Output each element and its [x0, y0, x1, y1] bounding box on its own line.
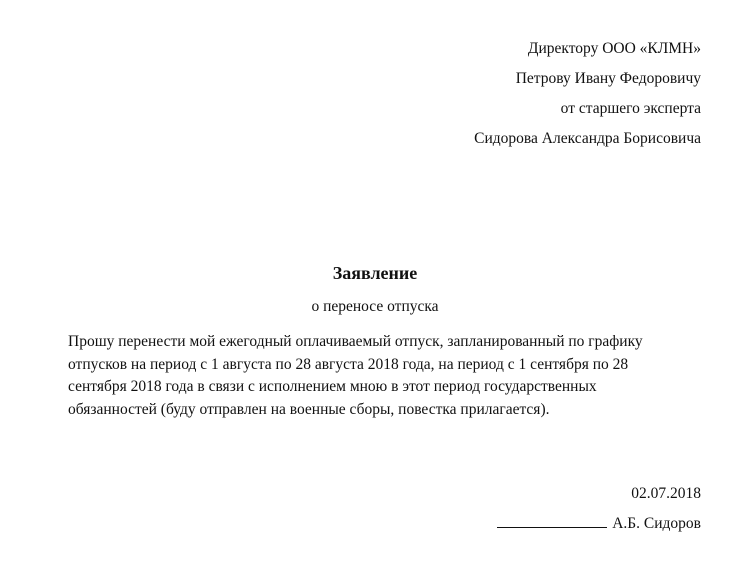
addressee-line-sender: Сидорова Александра Борисовича [474, 130, 701, 147]
addressee-line-director: Директору ООО «КЛМН» [527, 40, 701, 57]
addressee-line-from: от старшего эксперта [560, 100, 701, 117]
body-line: сентября 2018 года в связи с исполнением мною в этот период государственных [68, 378, 597, 395]
body-line: обязанностей (буду отправлен на военные сборы, повестка прилагается). [68, 400, 550, 418]
body-line: Прошу перенести мой ежегодный оплачиваемый отпуск, запланированный по графику [68, 333, 643, 350]
body-line: отпусков на период с 1 августа по 28 августа 2018 года, на период с 1 сентября по 28 [68, 355, 629, 373]
document-body [68, 331, 708, 421]
signature-block [497, 513, 701, 535]
signature-name: А.Б. Сидоров [612, 515, 701, 532]
addressee-line-name: Петрову Ивану Федоровичу [515, 70, 701, 87]
document-subtitle: о переносе отпуска [311, 298, 439, 315]
document-date: 02.07.2018 [631, 485, 701, 502]
addressee-block [474, 34, 701, 154]
document-title: Заявление [332, 263, 418, 283]
signature-line [497, 513, 607, 528]
